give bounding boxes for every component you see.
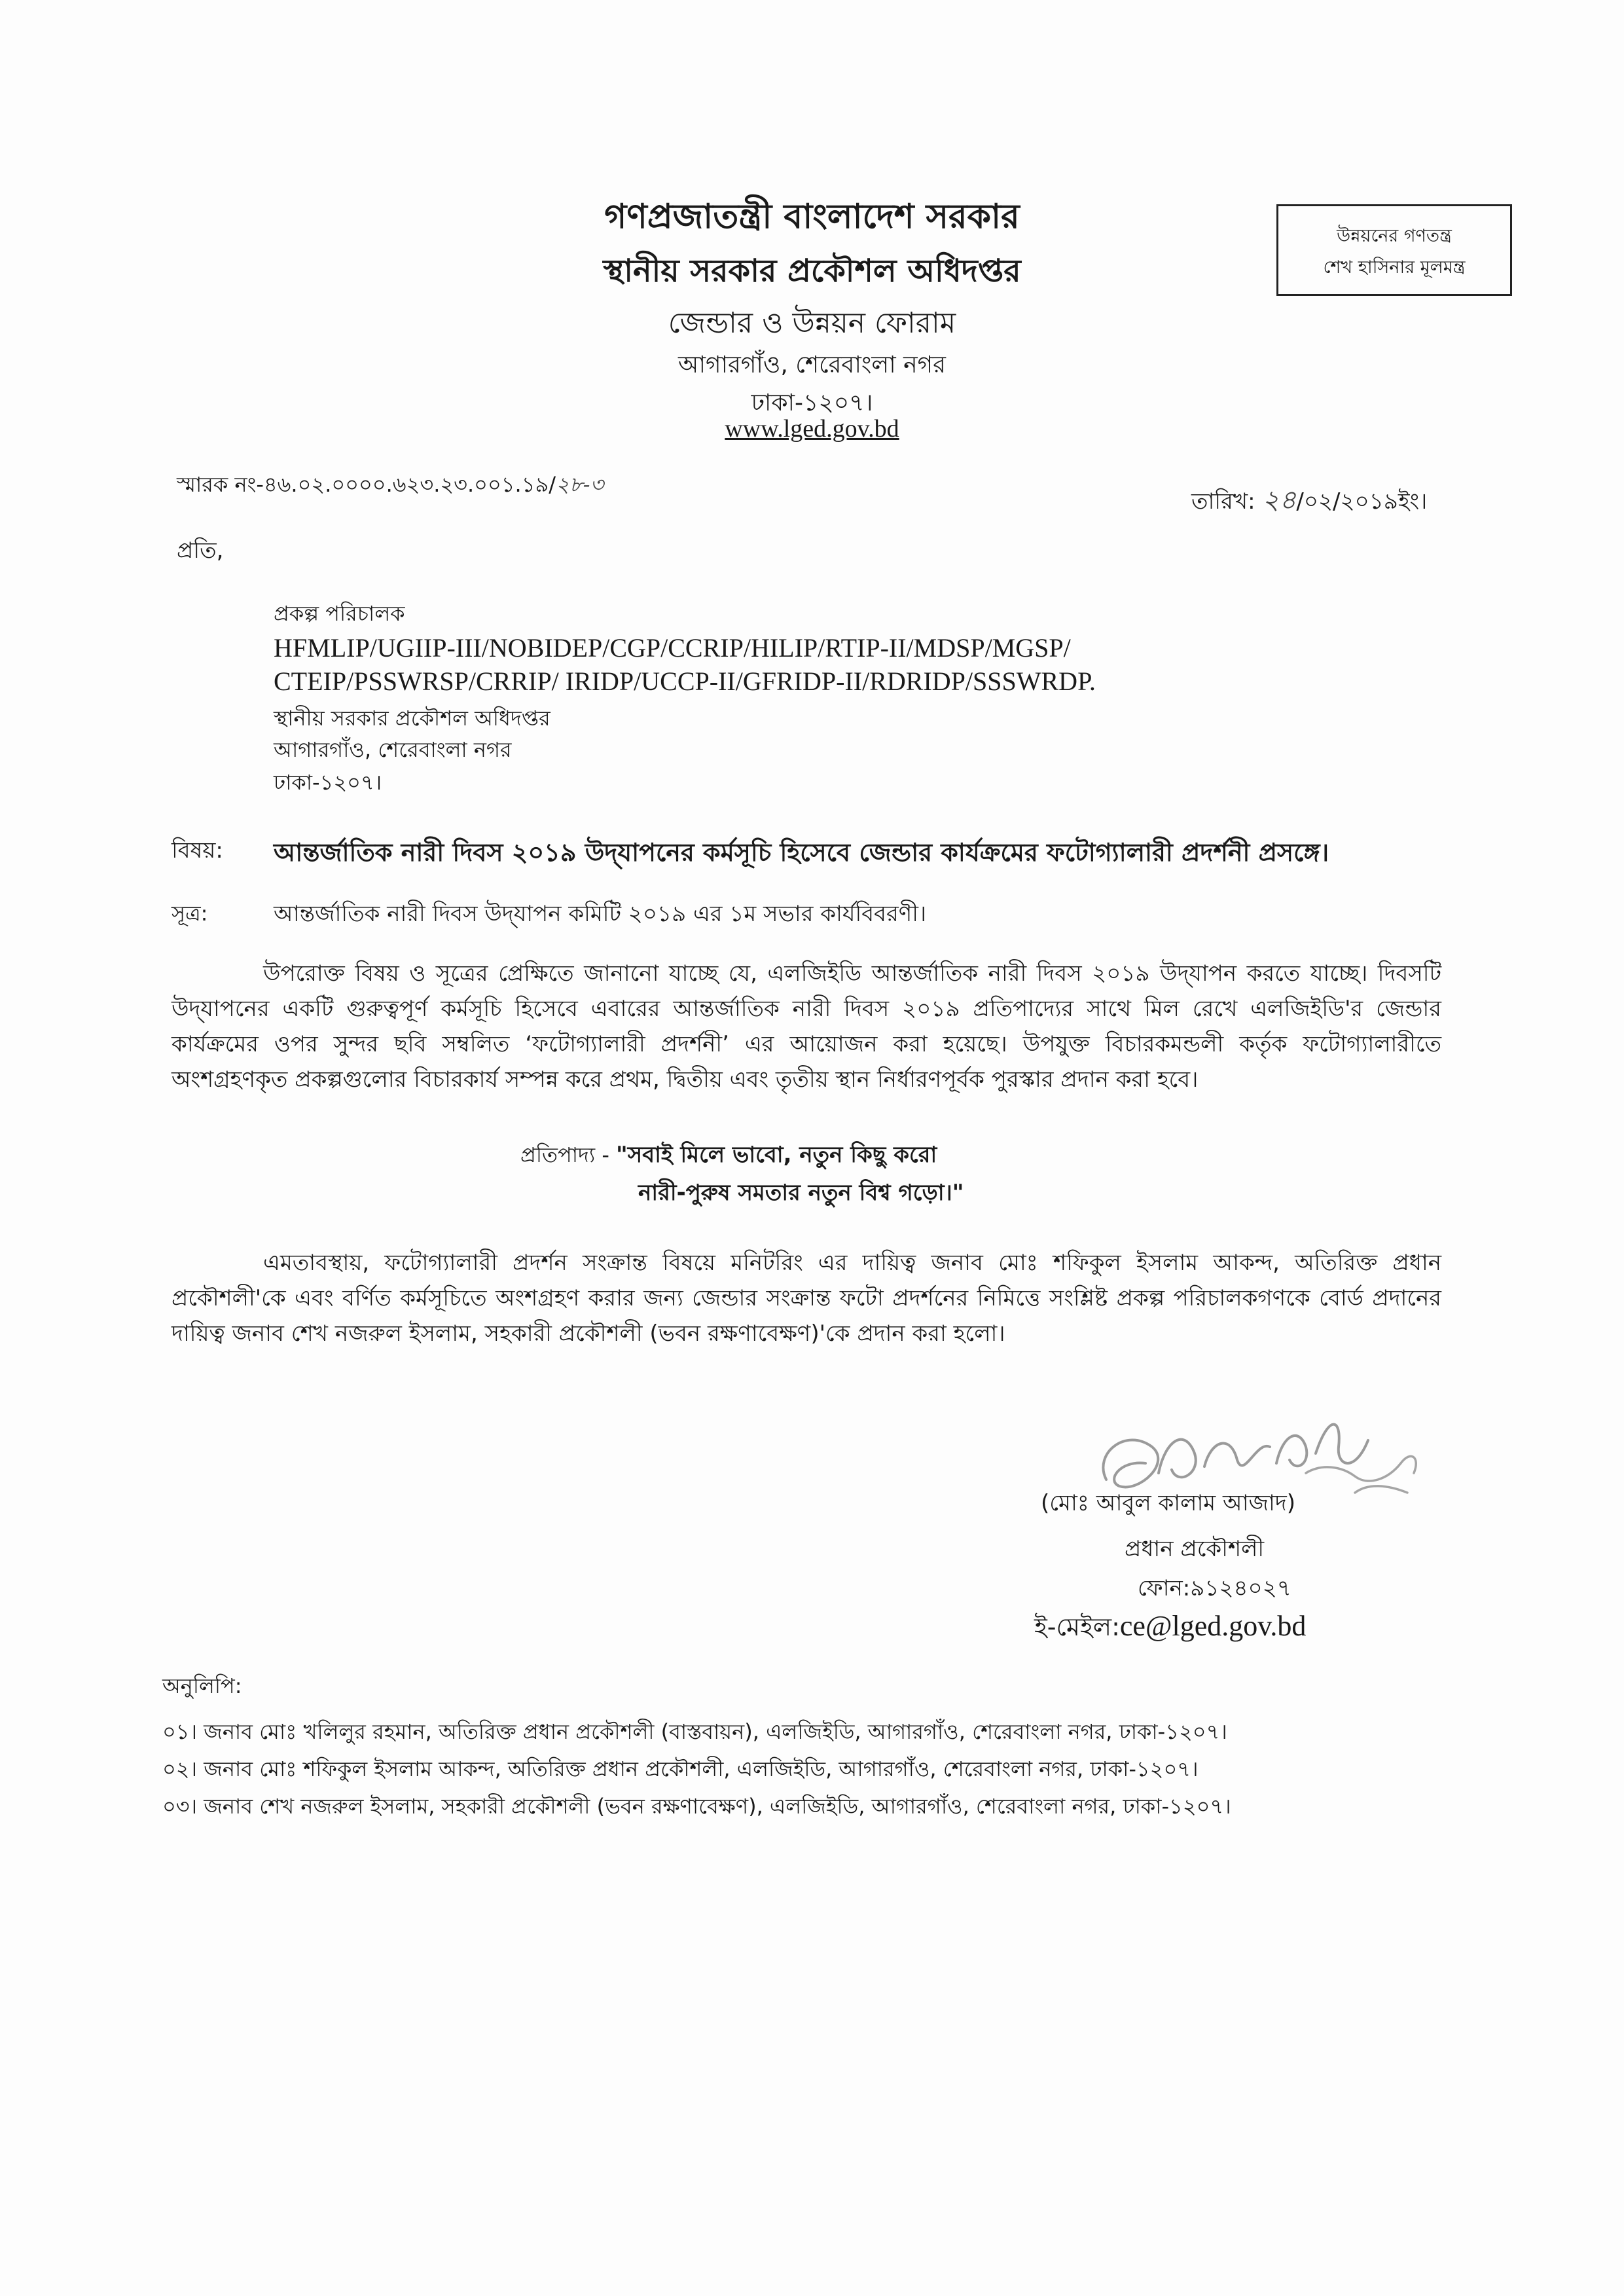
memo-number [177,468,604,503]
date-label: তারিখ: [1191,488,1263,515]
to-label: প্রতি, [177,538,224,564]
signatory-phone: ফোন:৯১২৪০২৭ [1138,1575,1291,1601]
recipient-projects-line-2: CTEIP/PSSWRSP/CRRIP/ IRIDP/UCCP-II/GFRIDP-II/RDRIDP/SSSWRDP. [274,666,1096,696]
memo-handwritten: ২৮-৩ [556,472,604,497]
date-handwritten: ২৪ [1262,485,1297,515]
email-address-link[interactable]: ce@lged.gov.bd [1119,1610,1307,1642]
header-address: আগারগাঁও, শেরেবাংলা নগর [678,352,946,378]
recipient-office: স্থানীয় সরকার প্রকৌশল অধিদপ্তর [274,706,550,731]
letter-date [1191,479,1427,523]
signatory-email [1034,1608,1306,1650]
recipient-address: আগারগাঁও, শেরেবাংলা নগর [274,737,512,762]
email-label: ই-মেইল: [1034,1613,1120,1641]
header-city: ঢাকা-১২০৭। [751,390,873,416]
theme-label: প্রতিপাদ্য - [520,1142,617,1167]
department-title: স্থানীয় সরকার প্রকৌশল অধিদপ্তর [603,253,1021,289]
slogan-box [1276,204,1512,296]
copy-list-item: ০৩। জনাব শেখ নজরুল ইসলাম, সহকারী প্রকৌশলী (ভবন রক্ষণাবেক্ষণ), এলজিইডি, আগারগাঁও, শেরেবাংলা নগর, ঢাকা-১২০৭। [162,1794,1231,1819]
theme-text-1: "সবাই মিলে ভাবো, নতুন কিছু করো [616,1142,937,1168]
signatory-title: প্রধান প্রকৌশলী [1125,1536,1265,1562]
body-paragraph-1: উপরোক্ত বিষয় ও সূত্রের প্রেক্ষিতে জানানো যাচ্ছে যে, এলজিইডি আন্তর্জাতিক নারী দিবস ২০১৯ উদ্‌যাপন করতে যাচ্ছে। দিবসটি উদ্‌যাপনের একটি গুরুত্বপূর্ণ কর্মসূচি হিসেবে এবারের আন্তর্জাতিক নারী দিবস ২০১৯ প্রতিপাদ্যের সাথে মিল রেখে এলজিইডি'র জেন্ডার কার্যক্রমের ওপর সুন্দর ছবি সম্বলিত ‘ফটোগ্যালারী প্রদর্শনী’ এর আয়োজন করা হয়েছে। উপযুক্ত বিচারকমন্ডলী কর্তৃক ফটোগ্যালারীতে অংশগ্রহণকৃত প্রকল্পগুলোর বিচারকার্য সম্পন্ন করে প্রথম, দ্বিতীয় এবং তৃতীয় স্থান নির্ধারণপূর্বক পুরস্কার প্রদান করা হবে। [171,960,1441,1093]
reference-label: সূত্র: [171,901,208,926]
slogan-line-1: উন্নয়নের গণতন্ত্র [1337,226,1452,246]
reference-text: আন্তর্জাতিক নারী দিবস উদ্‌যাপন কমিটি ২০১৯ এর ১ম সভার কার্যবিবরণী। [274,901,927,927]
government-title: গণপ্রজাতন্ত্রী বাংলাদেশ সরকার [604,197,1020,236]
website-link[interactable]: www.lged.gov.bd [725,415,899,443]
recipient-projects-line-1: HFMLIP/UGIIP-III/NOBIDEP/CGP/CCRIP/HILIP/RTIP-II/MDSP/MGSP/ [274,633,1071,663]
recipient-city: ঢাকা-১২০৭। [274,770,382,795]
copy-list-item: ০২। জনাব মোঃ শফিকুল ইসলাম আকন্দ, অতিরিক্ত প্রধান প্রকৌশলী, এলজিইডি, আগারগাঁও, শেরেবাংলা নগর, ঢাকা-১২০৭। [162,1757,1199,1781]
date-rest: /০২/২০১৯ইং। [1296,488,1428,515]
copy-list-label: অনুলিপি: [162,1673,242,1698]
subject-label: বিষয়: [171,837,223,864]
recipient-title: প্রকল্প পরিচালক [274,601,405,626]
theme-text-2: নারী-পুরুষ সমতার নতুন বিশ্ব গড়ো।" [638,1180,964,1206]
forum-title: জেন্ডার ও উন্নয়ন ফোরাম [668,306,956,340]
subject-text: আন্তর্জাতিক নারী দিবস ২০১৯ উদ্‌যাপনের কর্মসূচি হিসেবে জেন্ডার কার্যক্রমের ফটোগ্যালারী প্রদর্শনী প্রসঙ্গে। [274,838,1329,867]
copy-list-item: ০১। জনাব মোঃ খলিলুর রহমান, অতিরিক্ত প্রধান প্রকৌশলী (বাস্তবায়ন), এলজিইডি, আগারগাঁও, শেরেবাংলা নগর, ঢাকা-১২০৭। [162,1719,1227,1744]
theme-line-1 [520,1138,937,1175]
signatory-name: (মোঃ আবুল কালাম আজাদ) [1041,1490,1296,1516]
slogan-line-2: শেখ হাসিনার মূলমন্ত্র [1323,257,1466,278]
body-paragraph-2: এমতাবস্থায়, ফটোগ্যালারী প্রদর্শন সংক্রান্ত বিষয়ে মনিটরিং এর দায়িত্ব জনাব মোঃ শফিকুল ইসলাম আকন্দ, অতিরিক্ত প্রধান প্রকৌশলী'কে এবং বর্ণিত কর্মসূচিতে অংশগ্রহণ করার জন্য জেন্ডার সংক্রান্ত ফটো প্রদর্শনের নিমিত্তে সংশ্লিষ্ট প্রকল্প পরিচালকগণকে বোর্ড প্রদানের দায়িত্ব জনাব শেখ নজরুল ইসলাম, সহকারী প্রকৌশলী (ভবন রক্ষণাবেক্ষণ)'কে প্রদান করা হলো। [171,1250,1441,1347]
memo-label: স্মারক নং-৪৬.০২.০০০০.৬২৩.২৩.০০১.১৯/ [177,472,556,497]
